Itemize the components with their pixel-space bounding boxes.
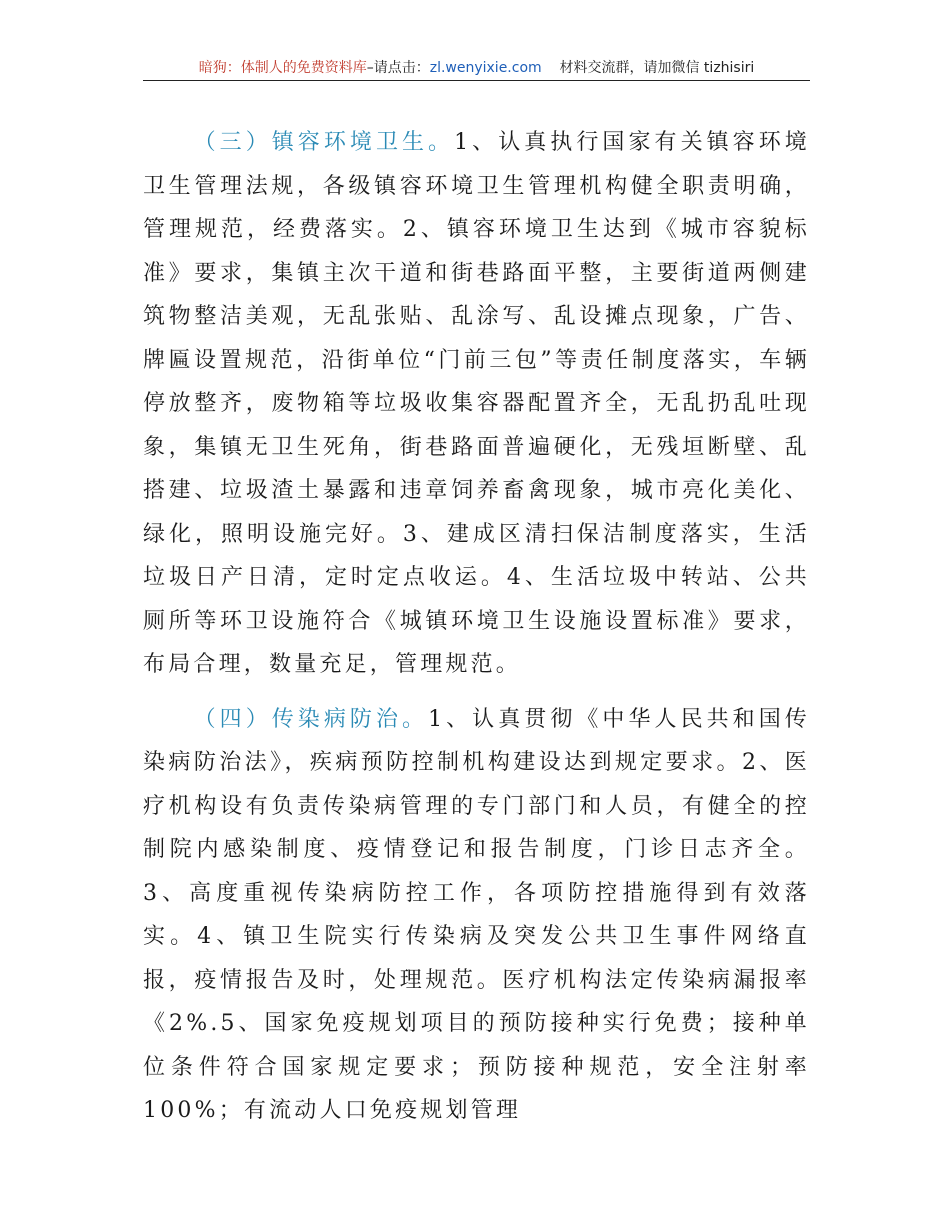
section-town-sanitation [143,121,810,687]
section-body: 1、认真贯彻《中华人民共和国传染病防治法》，疾病预防控制机构建设达到规定要求。2、医疗机构设有负责传染病管理的专门部门和人员，有健全的控制院内感染制度、疫情登记和报告制度，门诊日志齐全。3、高度重视传染病防控工作，各项防控措施得到有效落实。4、镇卫生院实行传染病及突发公共卫生事件网络直报，疫情报告及时，处理规范。医疗机构法定传染病漏报率《2%.5、国家免疫规划项目的预防接种实行免费；接种单位条件符合国家规定要求；预防接种规范，安全注射率100%；有流动人口免疫规划管理 [143,706,810,1123]
page-header [143,56,810,81]
section-disease-prevention [143,698,810,1133]
section-body: 1、认真执行国家有关镇容环境卫生管理法规，各级镇容环境卫生管理机构健全职责明确，管理规范，经费落实。2、镇容环境卫生达到《城市容貌标准》要求，集镇主次干道和街巷路面平整，主要街道两侧建筑物整洁美观，无乱张贴、乱涂写、乱设摊点现象，广告、牌匾设置规范，沿街单位“门前三包”等责任制度落实，车辆停放整齐，废物箱等垃圾收集容器配置齐全，无乱扔乱吐现象，集镇无卫生死角，街巷路面普遍硬化，无残垣断壁、乱搭建、垃圾渣土暴露和违章饲养畜禽现象，城市亮化美化、绿化，照明设施完好。3、建成区清扫保洁制度落实，生活垃圾日产日清，定时定点收运。4、生活垃圾中转站、公共厕所等环卫设施符合《城镇环境卫生设施设置标准》要求，布局合理，数量充足，管理规范。 [143,130,810,677]
section-heading: （四）传染病防治。 [193,706,429,732]
document-body [143,121,810,1133]
header-url-link[interactable]: zl.wenyixie.com [429,60,542,76]
header-prompt: –请点击： [366,60,430,76]
section-heading: （三）镇容环境卫生。 [193,130,455,155]
header-contact: 材料交流群，请加微信 tizhisiri [559,60,755,76]
header-brand: 暗狗：体制人的免费资料库 [198,60,367,76]
